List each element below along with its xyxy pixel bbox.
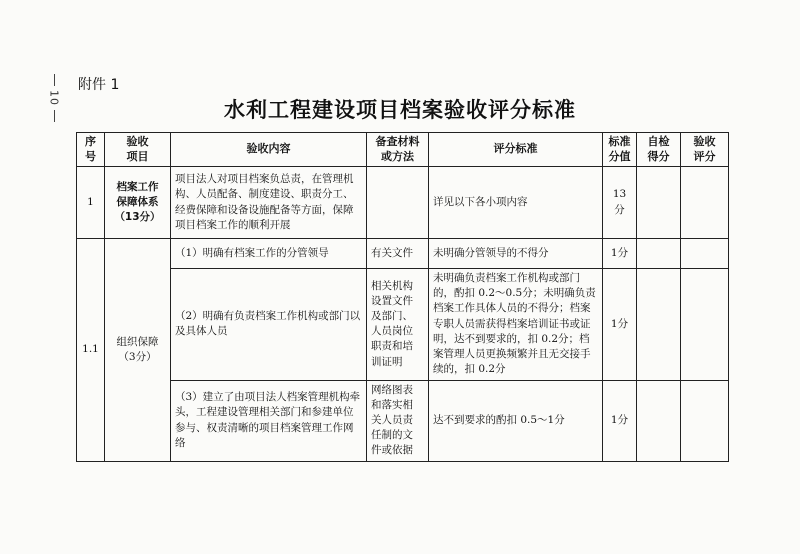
row-score: 1分 xyxy=(603,269,637,381)
row-self-check xyxy=(637,380,681,461)
header-criteria: 评分标准 xyxy=(429,133,603,167)
row-acceptance xyxy=(681,167,729,239)
header-self-check: 自检 得分 xyxy=(637,133,681,167)
table-row xyxy=(77,269,729,381)
row-item: 组织保障 （3分） xyxy=(105,239,171,462)
table-header-row xyxy=(77,133,729,167)
table-row xyxy=(77,380,729,461)
row-seq: 1 xyxy=(77,167,105,239)
row-acceptance xyxy=(681,380,729,461)
row-self-check xyxy=(637,239,681,269)
header-score: 标准 分值 xyxy=(603,133,637,167)
row-materials: 有关文件 xyxy=(367,239,429,269)
row-materials xyxy=(367,167,429,239)
row-acceptance xyxy=(681,239,729,269)
table-row xyxy=(77,239,729,269)
row-seq: 1.1 xyxy=(77,239,105,462)
row-content: （1）明确有档案工作的分管领导 xyxy=(171,239,367,269)
row-score: 1分 xyxy=(603,380,637,461)
row-materials: 网络图表 和落实相 关人员责 任制的文 件或依据 xyxy=(367,380,429,461)
row-self-check xyxy=(637,167,681,239)
row-item: 档案工作 保障体系 （13分） xyxy=(105,167,171,239)
row-self-check xyxy=(637,269,681,381)
row-score: 13 分 xyxy=(603,167,637,239)
row-content: （3）建立了由项目法人档案管理机构牵头，工程建设管理相关部门和参建单位参与、权责清晰的项目档案管理工作网络 xyxy=(171,380,367,461)
row-acceptance xyxy=(681,269,729,381)
header-materials: 备查材料 或方法 xyxy=(367,133,429,167)
page-title: 水利工程建设项目档案验收评分标准 xyxy=(224,98,576,122)
row-criteria: 达不到要求的酌扣 0.5～1分 xyxy=(429,380,603,461)
row-content: （2）明确有负责档案工作机构或部门以及具体人员 xyxy=(171,269,367,381)
row-criteria: 未明确分管领导的不得分 xyxy=(429,239,603,269)
header-acceptance: 验收 评分 xyxy=(681,133,729,167)
scoring-table xyxy=(76,132,729,462)
header-item: 验收 项目 xyxy=(105,133,171,167)
row-criteria: 详见以下各小项内容 xyxy=(429,167,603,239)
header-seq: 序 号 xyxy=(77,133,105,167)
page-number-text: 10 xyxy=(47,90,61,106)
row-materials: 相关机构 设置文件 及部门、 人员岗位 职责和培 训证明 xyxy=(367,269,429,381)
row-content: 项目法人对项目档案负总责，在管理机构、人员配备、制度建设、职责分工、经费保障和设备设施配备等方面，保障项目档案工作的顺利开展 xyxy=(171,167,367,239)
page-number-dash-top xyxy=(54,74,55,86)
header-content: 验收内容 xyxy=(171,133,367,167)
attachment-label: 附件 1 xyxy=(78,77,120,93)
row-criteria: 未明确负责档案工作机构或部门的，酌扣 0.2～0.5分；未明确负责档案工作具体人员的不得分；档案专职人员需获得档案培训证书或证明，达不到要求的，扣 0.2分；档案管理人员更换频繁并且无交接手续的，扣 0.2分 xyxy=(429,269,603,381)
row-score: 1分 xyxy=(603,239,637,269)
table-row xyxy=(77,167,729,239)
